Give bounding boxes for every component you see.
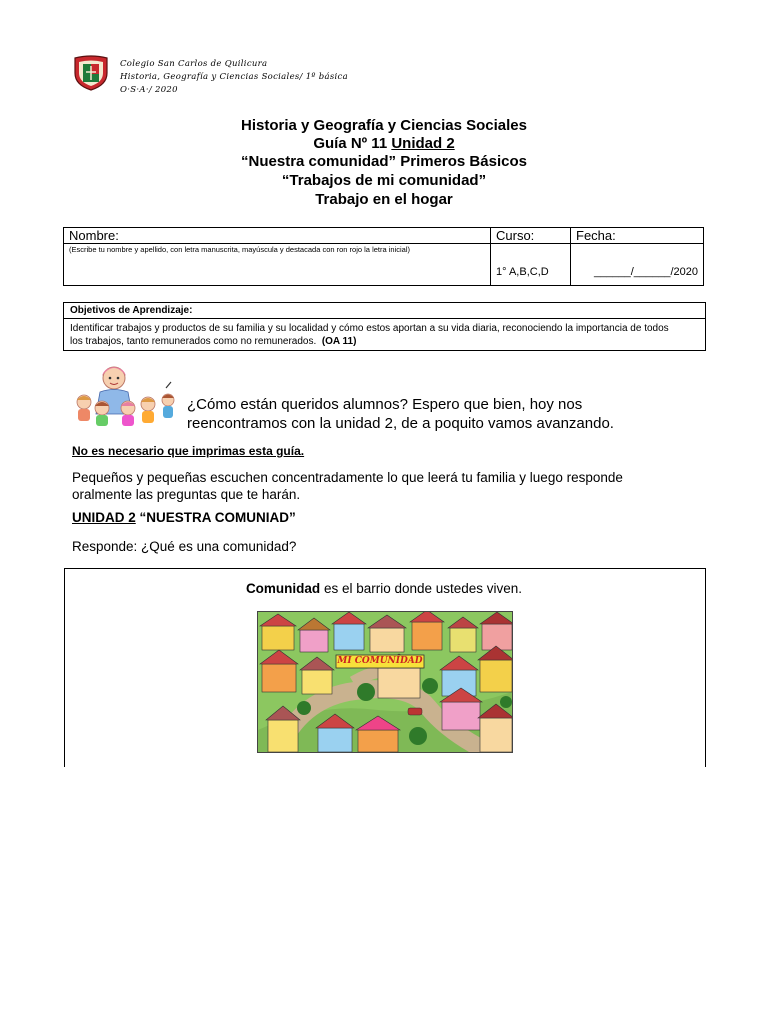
greeting-line-2: reencontramos con la unidad 2, de a poquito vamos avanzando. xyxy=(187,414,614,432)
instruction xyxy=(72,469,623,503)
title-subject: Historia y Geografía y Ciencias Sociales xyxy=(241,117,527,134)
community-illustration xyxy=(257,611,513,753)
unit-heading xyxy=(72,510,296,525)
curso-label: Curso: xyxy=(491,228,571,244)
school-logo xyxy=(72,55,110,91)
instruction-line-2: oralmente las preguntas que te harán. xyxy=(72,487,301,502)
subject-line: Historia, Geografía y Ciencias Sociales/ 1º básica xyxy=(120,72,348,82)
greeting-line-1: ¿Cómo están queridos alumnos? Espero que bien, hoy nos xyxy=(187,396,583,413)
print-notice: No es necesario que imprimas esta guía. xyxy=(72,444,305,458)
objectives-code: (OA 11) xyxy=(321,336,357,347)
curso-value: 1° A,B,C,D xyxy=(491,244,571,286)
school-name: Colegio San Carlos de Quilicura xyxy=(120,59,268,69)
nombre-field[interactable] xyxy=(64,244,491,286)
fecha-label: Fecha: xyxy=(571,228,704,244)
teacher-kids-illustration xyxy=(72,362,180,428)
title-guide xyxy=(0,135,768,154)
title-community: “Nuestra comunidad” Primeros Básicos xyxy=(241,153,527,170)
illustration-banner: MI COMUNIDAD xyxy=(337,656,423,666)
objectives-text xyxy=(70,322,680,348)
nombre-hint: (Escribe tu nombre y apellido, con letra manuscrita, mayúscula y destacada con ron rojo la letra inicial) xyxy=(69,245,410,254)
objectives-body: Identificar trabajos y productos de su familia y su localidad y cómo estos aportan a su vida diaria, reconociendo la importancia de todos los trabajos, tanto remunerados como no remunerados. xyxy=(70,323,669,347)
question: Responde: ¿Qué es una comunidad? xyxy=(72,539,297,554)
code-line: O·S·A·/ 2020 xyxy=(120,85,178,95)
unit-label: UNIDAD 2 xyxy=(72,510,136,525)
instruction-line-1: Pequeños y pequeñas escuchen concentradamente lo que leerá tu familia y luego responde xyxy=(72,470,623,485)
title-guide-number: Guía Nº 11 xyxy=(313,135,392,152)
objectives-divider xyxy=(64,318,705,319)
definition xyxy=(0,581,768,596)
student-info-table xyxy=(63,227,704,286)
fecha-field[interactable]: ______/______/2020 xyxy=(571,244,704,286)
unit-name: “NUESTRA COMUNIAD” xyxy=(135,510,296,525)
objectives-heading: Objetivos de Aprendizaje: xyxy=(70,305,193,316)
title-work: “Trabajos de mi comunidad” xyxy=(281,172,487,189)
objectives-box xyxy=(63,302,706,351)
definition-text: es el barrio donde ustedes viven. xyxy=(320,581,523,596)
greeting xyxy=(187,396,614,433)
title-home: Trabajo en el hogar xyxy=(315,191,453,208)
nombre-label: Nombre: xyxy=(64,228,491,244)
definition-term: Comunidad xyxy=(245,581,321,596)
title-unit: Unidad 2 xyxy=(391,135,455,152)
